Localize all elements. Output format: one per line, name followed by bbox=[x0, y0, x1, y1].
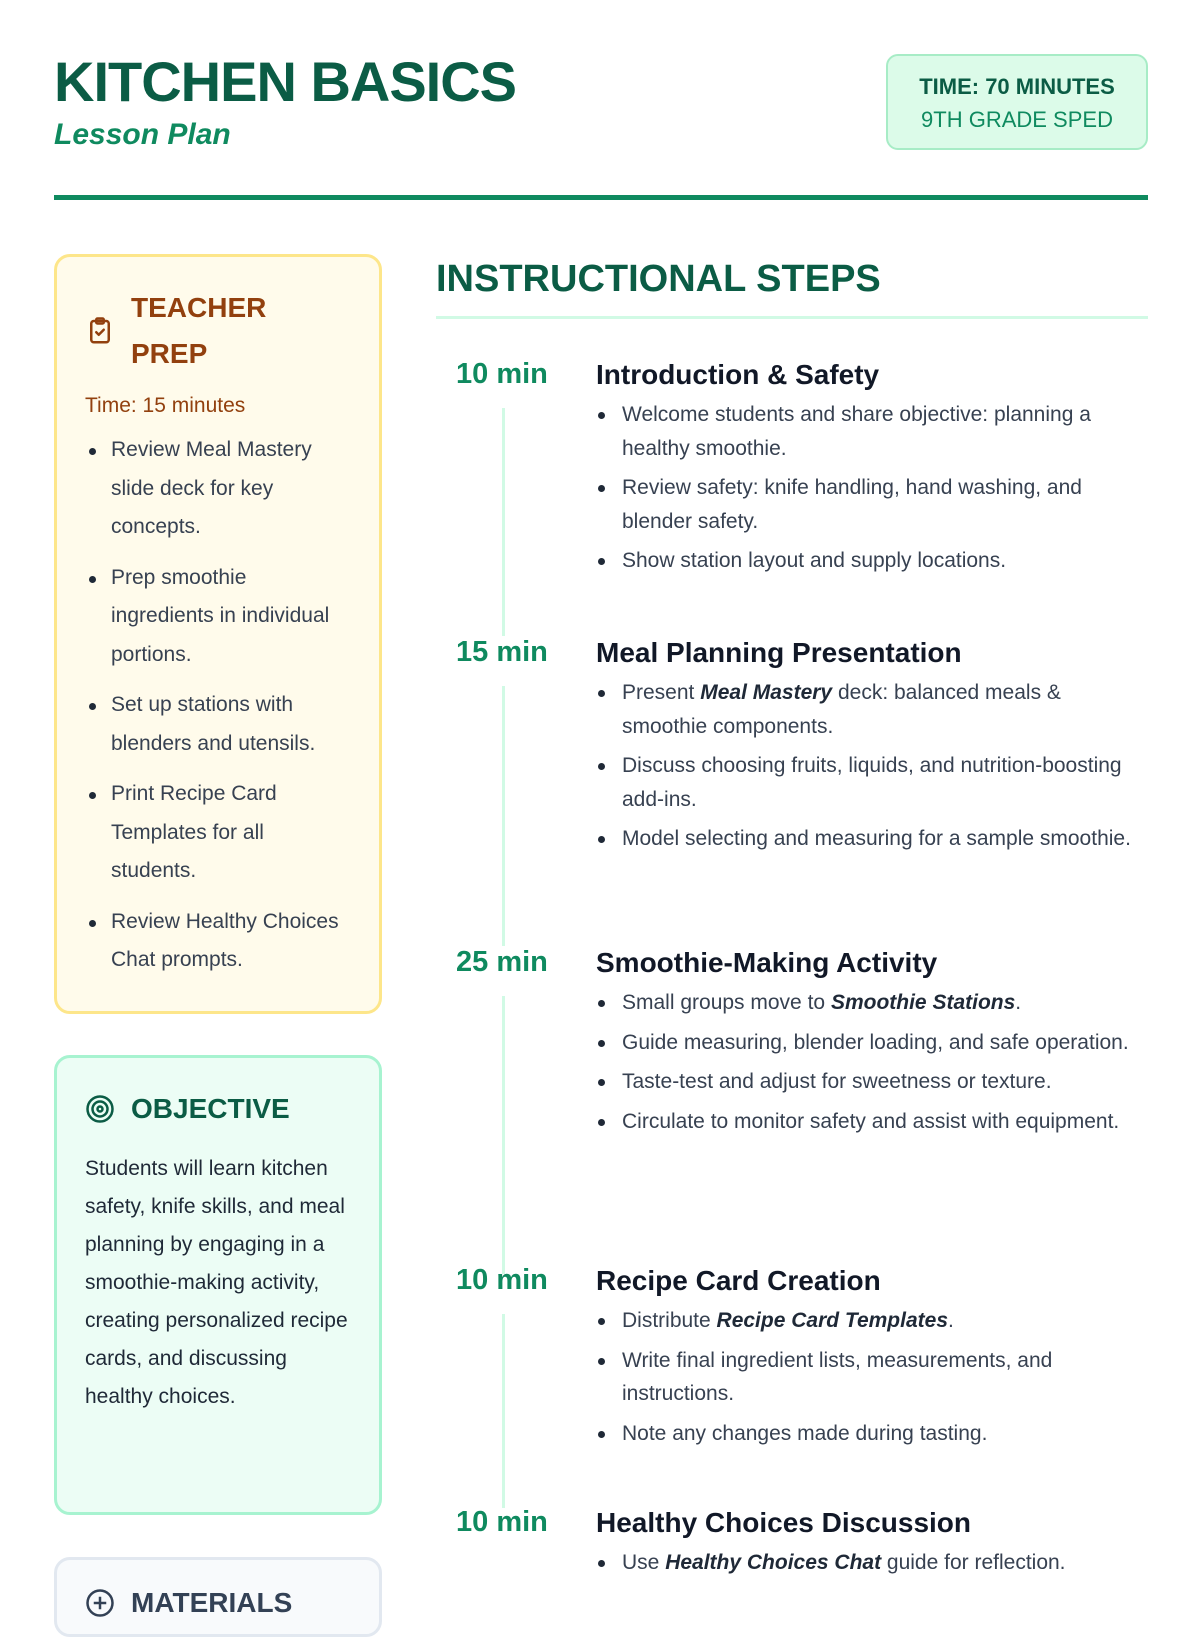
step-duration: 10 min bbox=[456, 1264, 548, 1296]
step-list bbox=[596, 1304, 1148, 1450]
timeline-line bbox=[502, 686, 505, 946]
page-title: KITCHEN BASICS bbox=[54, 50, 517, 113]
step-duration: 15 min bbox=[456, 636, 548, 668]
timeline-line bbox=[502, 996, 505, 1274]
steps-divider bbox=[436, 316, 1148, 319]
teacher-prep-list bbox=[85, 431, 353, 980]
timeline-line bbox=[502, 1314, 505, 1508]
list-item: Review Meal Mastery slide deck for key concepts. bbox=[85, 431, 353, 547]
steps-title: INSTRUCTIONAL STEPS bbox=[436, 258, 881, 300]
teacher-prep-header bbox=[85, 285, 353, 377]
step-duration: 10 min bbox=[456, 358, 548, 390]
time-grade-badge bbox=[886, 54, 1148, 150]
badge-time: TIME: 70 MINUTES bbox=[919, 74, 1115, 99]
step-list bbox=[596, 986, 1148, 1138]
list-item: Show station layout and supply locations. bbox=[596, 544, 1148, 578]
header-divider bbox=[54, 195, 1148, 200]
materials-icon bbox=[85, 1588, 115, 1618]
step-body bbox=[596, 1262, 1148, 1456]
teacher-prep-title: TEACHER PREP bbox=[131, 292, 267, 369]
badge-grade: 9TH GRADE SPED bbox=[921, 107, 1113, 132]
list-item: Print Recipe Card Templates for all students. bbox=[85, 775, 353, 891]
step-body bbox=[596, 944, 1148, 1144]
list-item: Small groups move to Smoothie Stations. bbox=[596, 986, 1148, 1020]
clipboard-check-icon bbox=[85, 316, 115, 346]
step-body bbox=[596, 356, 1148, 584]
step-title: Introduction & Safety bbox=[596, 359, 880, 390]
instructional-steps bbox=[436, 252, 1148, 1574]
teacher-prep-time: Time: 15 minutes bbox=[85, 394, 246, 417]
list-item: Write final ingredient lists, measurements, and instructions. bbox=[596, 1344, 1148, 1411]
step-title: Meal Planning Presentation bbox=[596, 637, 962, 668]
objective-title: OBJECTIVE bbox=[131, 1093, 290, 1124]
list-item: Set up stations with blenders and utensils. bbox=[85, 686, 353, 763]
list-item: Guide measuring, blender loading, and safe operation. bbox=[596, 1026, 1148, 1060]
list-item: Present Meal Mastery deck: balanced meals & smoothie components. bbox=[596, 676, 1148, 743]
step-list bbox=[596, 398, 1148, 578]
list-item: Welcome students and share objective: planning a healthy smoothie. bbox=[596, 398, 1148, 465]
step-list bbox=[596, 676, 1148, 856]
teacher-prep-card bbox=[54, 254, 382, 1014]
materials-title: MATERIALS bbox=[131, 1587, 293, 1618]
step-body bbox=[596, 1504, 1148, 1586]
list-item: Use Healthy Choices Chat guide for reflection. bbox=[596, 1546, 1148, 1580]
target-icon bbox=[85, 1094, 115, 1124]
header bbox=[54, 50, 1148, 200]
list-item: Circulate to monitor safety and assist with equipment. bbox=[596, 1105, 1148, 1139]
list-item: Prep smoothie ingredients in individual portions. bbox=[85, 559, 353, 675]
objective-card bbox=[54, 1055, 382, 1515]
materials-card bbox=[54, 1557, 382, 1637]
step-duration: 25 min bbox=[456, 946, 548, 978]
step-title: Healthy Choices Discussion bbox=[596, 1507, 972, 1538]
step-duration: 10 min bbox=[456, 1506, 548, 1538]
page-subtitle: Lesson Plan bbox=[54, 118, 231, 151]
step-title: Recipe Card Creation bbox=[596, 1265, 881, 1296]
list-item: Taste-test and adjust for sweetness or texture. bbox=[596, 1065, 1148, 1099]
list-item: Model selecting and measuring for a sample smoothie. bbox=[596, 822, 1148, 856]
step-title: Smoothie-Making Activity bbox=[596, 947, 938, 978]
step-list bbox=[596, 1546, 1148, 1580]
list-item: Note any changes made during tasting. bbox=[596, 1417, 1148, 1451]
step-body bbox=[596, 634, 1148, 862]
materials-header bbox=[85, 1580, 353, 1626]
list-item: Discuss choosing fruits, liquids, and nutrition-boosting add-ins. bbox=[596, 749, 1148, 816]
objective-header bbox=[85, 1086, 353, 1132]
timeline-line bbox=[502, 408, 505, 636]
objective-text: Students will learn kitchen safety, knife skills, and meal planning by engaging in a smoothie-making activity, creating personalized recipe cards, and discussing healthy choices. bbox=[85, 1157, 348, 1408]
list-item: Distribute Recipe Card Templates. bbox=[596, 1304, 1148, 1338]
list-item: Review Healthy Choices Chat prompts. bbox=[85, 903, 353, 980]
list-item: Review safety: knife handling, hand washing, and blender safety. bbox=[596, 471, 1148, 538]
